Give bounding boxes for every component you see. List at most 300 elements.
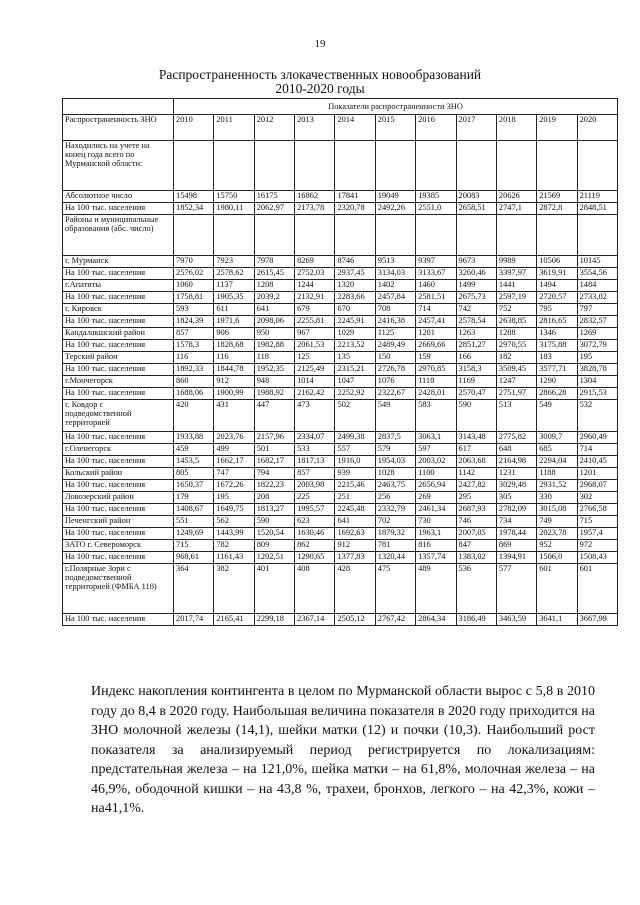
table-cell: 2320,78 [335, 203, 375, 215]
table-cell [416, 141, 456, 191]
table-cell: 2733,02 [577, 292, 618, 304]
table-cell: 302 [577, 492, 618, 504]
table-cell: 685 [537, 444, 577, 456]
table-cell: 1900,99 [214, 388, 254, 400]
table-cell: 125 [295, 352, 335, 364]
table-cell: 1188 [537, 468, 577, 480]
table-cell: 473 [295, 400, 335, 432]
table-cell: 734 [496, 516, 536, 528]
table-cell: 714 [577, 444, 618, 456]
table-row [63, 328, 618, 340]
table-row [63, 340, 618, 352]
table-cell: 2638,85 [496, 316, 536, 328]
table-cell: 1408,67 [174, 504, 214, 516]
table-cell: 16175 [254, 191, 294, 203]
table-row [63, 376, 618, 388]
table-cell: 3063,1 [416, 432, 456, 444]
table-cell: 577 [496, 564, 536, 614]
row-label: На 100 тыс. населения [63, 614, 174, 626]
table-cell: 118 [254, 352, 294, 364]
table-cell: 21569 [537, 191, 577, 203]
table-cell [214, 215, 254, 256]
table-cell: 3072,79 [577, 340, 618, 352]
row-label: Терский район [63, 352, 174, 364]
table-cell: 1290,65 [295, 552, 335, 564]
table-cell: 2597,19 [496, 292, 536, 304]
row-label: г. Ковдор с подведомственной территорией [63, 400, 174, 432]
table-cell: 1905,35 [214, 292, 254, 304]
table-row [63, 292, 618, 304]
table-cell: 1952,35 [254, 364, 294, 376]
row-label: На 100 тыс. населения [63, 364, 174, 376]
table-cell: 1963,1 [416, 528, 456, 540]
table-cell: 1269 [577, 328, 618, 340]
table-cell: 2003,98 [295, 480, 335, 492]
table-cell [537, 141, 577, 191]
table-cell: 2334,07 [295, 432, 335, 444]
table-cell: 1916,0 [335, 456, 375, 468]
table-cell: 2061,53 [295, 340, 335, 352]
table-cell: 533 [295, 444, 335, 456]
table-cell: 195 [577, 352, 618, 364]
table-cell: 1494 [537, 280, 577, 292]
table-cell: 183 [537, 352, 577, 364]
table-cell [375, 141, 415, 191]
table-cell: 382 [214, 564, 254, 614]
table-cell: 2578,62 [214, 268, 254, 280]
table-cell: 2463,75 [375, 480, 415, 492]
table-cell: 256 [375, 492, 415, 504]
table-cell: 1202,51 [254, 552, 294, 564]
table-cell: 648 [496, 444, 536, 456]
table-cell: 135 [335, 352, 375, 364]
prevalence-table-body [63, 99, 618, 626]
table-empty-corner [63, 99, 174, 115]
table-cell: 3175,88 [537, 340, 577, 352]
table-cell: 641 [254, 304, 294, 316]
table-cell: 447 [254, 400, 294, 432]
table-cell: 2581,51 [416, 292, 456, 304]
table-cell: 948 [254, 376, 294, 388]
table-cell: 742 [456, 304, 496, 316]
row-label: Абсолютное число [63, 191, 174, 203]
table-cell: 2832,57 [577, 316, 618, 328]
table-cell: 9513 [375, 256, 415, 268]
table-cell: 1813,27 [254, 504, 294, 516]
table-cell: 401 [254, 564, 294, 614]
table-cell: 2252,92 [335, 388, 375, 400]
table-cell: 1453,5 [174, 456, 214, 468]
table-cell: 2752,03 [295, 268, 335, 280]
table-cell: 408 [295, 564, 335, 614]
table-cell: 16862 [295, 191, 335, 203]
table-cell: 3186,49 [456, 614, 496, 626]
table-cell: 2775,82 [496, 432, 536, 444]
table-cell: 2499,38 [335, 432, 375, 444]
table-cell: 2767,42 [375, 614, 415, 626]
table-cell: 794 [254, 468, 294, 480]
table-cell: 782 [214, 540, 254, 552]
table-cell [295, 141, 335, 191]
table-cell: 2017,74 [174, 614, 214, 626]
table-cell: 8746 [335, 256, 375, 268]
table-cell: 8269 [295, 256, 335, 268]
table-cell: 499 [214, 444, 254, 456]
table-cell [456, 141, 496, 191]
table-cell: 21119 [577, 191, 618, 203]
table-cell: 2283,66 [335, 292, 375, 304]
table-cell: 1100 [416, 468, 456, 480]
table-cell: 593 [174, 304, 214, 316]
table-cell: 2837,5 [375, 432, 415, 444]
table-cell: 623 [295, 516, 335, 528]
table-cell [456, 215, 496, 256]
table-cell: 2039,2 [254, 292, 294, 304]
table-cell [416, 215, 456, 256]
table-cell: 950 [254, 328, 294, 340]
table-cell: 857 [174, 328, 214, 340]
row-label: На 100 тыс. населения [63, 552, 174, 564]
table-cell: 2063,68 [456, 456, 496, 468]
row-label: На 100 тыс. населения [63, 456, 174, 468]
table-cell: 1828,68 [214, 340, 254, 352]
table-cell: 2461,34 [416, 504, 456, 516]
table-cell: 912 [214, 376, 254, 388]
table-cell [174, 215, 214, 256]
table-row [63, 280, 618, 292]
row-label: г. Кировск [63, 304, 174, 316]
table-row [63, 352, 618, 364]
table-cell: 10506 [537, 256, 577, 268]
table-cell: 1060 [174, 280, 214, 292]
table-cell: 2062,97 [254, 203, 294, 215]
table-cell: 1076 [375, 376, 415, 388]
table-cell: 2720,57 [537, 292, 577, 304]
table-cell: 601 [577, 564, 618, 614]
table-cell: 551 [174, 516, 214, 528]
table-cell: 1520,54 [254, 528, 294, 540]
table-cell: 1508,43 [577, 552, 618, 564]
table-cell: 816 [416, 540, 456, 552]
row-label: На 100 тыс. населения [63, 316, 174, 328]
table-cell: 2315,21 [335, 364, 375, 376]
table-cell: 10145 [577, 256, 618, 268]
table-cell: 2299,18 [254, 614, 294, 626]
table-cell: 869 [496, 540, 536, 552]
table-cell: 1460 [416, 280, 456, 292]
table-cell: 579 [375, 444, 415, 456]
table-cell: 590 [456, 400, 496, 432]
table-cell: 305 [496, 492, 536, 504]
table-cell: 805 [174, 468, 214, 480]
table-cell: 611 [214, 304, 254, 316]
table-cell [496, 141, 536, 191]
table-cell: 3397,97 [496, 268, 536, 280]
table-cell: 1443,99 [214, 528, 254, 540]
table-cell: 1247 [496, 376, 536, 388]
table-cell: 2457,41 [416, 316, 456, 328]
table-cell: 2322,67 [375, 388, 415, 400]
table-cell: 1208 [254, 280, 294, 292]
table-cell: 2615,45 [254, 268, 294, 280]
table-row [63, 552, 618, 564]
table-cell: 1201 [416, 328, 456, 340]
table-cell: 15750 [214, 191, 254, 203]
table-row [63, 468, 618, 480]
table-cell: 2132,91 [295, 292, 335, 304]
table-cell: 116 [174, 352, 214, 364]
table-cell: 1014 [295, 376, 335, 388]
table-cell: 3509,45 [496, 364, 536, 376]
table-cell: 2656,94 [416, 480, 456, 492]
table-row [63, 444, 618, 456]
table-cell: 3143,48 [456, 432, 496, 444]
table-cell: 1978,44 [496, 528, 536, 540]
table-cell [174, 141, 214, 191]
table-cell: 1578,3 [174, 340, 214, 352]
table-cell: 1758,81 [174, 292, 214, 304]
table-cell: 1118 [416, 376, 456, 388]
table-cell: 459 [174, 444, 214, 456]
row-label: г. Мурманск [63, 256, 174, 268]
table-cell: 532 [577, 400, 618, 432]
table-cell: 1290 [537, 376, 577, 388]
table-cell: 3667,99 [577, 614, 618, 626]
prevalence-table [62, 98, 618, 626]
table-cell: 562 [214, 516, 254, 528]
table-cell: 7970 [174, 256, 214, 268]
table-cell: 2007,05 [456, 528, 496, 540]
year-header-cell: 2013 [295, 115, 335, 141]
table-title-line1: Распространенность злокачественных новообразований [158, 67, 482, 82]
table-cell: 2937,45 [335, 268, 375, 280]
table-cell: 2215,46 [335, 480, 375, 492]
table-cell: 2970,85 [416, 364, 456, 376]
table-cell: 19049 [375, 191, 415, 203]
table-cell: 2165,41 [214, 614, 254, 626]
table-cell: 3577,71 [537, 364, 577, 376]
table-row [63, 480, 618, 492]
table-row [63, 256, 618, 268]
table-cell: 251 [335, 492, 375, 504]
table-cell: 2164,98 [496, 456, 536, 468]
row-label: На 100 тыс. населения [63, 432, 174, 444]
table-row [63, 316, 618, 328]
table-cell: 1682,17 [254, 456, 294, 468]
table-cell: 1933,88 [174, 432, 214, 444]
table-cell: 1692,63 [335, 528, 375, 540]
table-cell: 2505,12 [335, 614, 375, 626]
table-cell: 747 [214, 468, 254, 480]
table-cell: 2294,04 [537, 456, 577, 468]
table-cell: 2551,0 [416, 203, 456, 215]
table-cell: 2816,65 [537, 316, 577, 328]
table-cell: 2669,66 [416, 340, 456, 352]
year-header-cell: 2010 [174, 115, 214, 141]
table-cell: 15498 [174, 191, 214, 203]
year-header-cell: 2017 [456, 115, 496, 141]
table-cell: 3260,46 [456, 268, 496, 280]
table-cell: 549 [375, 400, 415, 432]
table-cell: 952 [537, 540, 577, 552]
table-cell [335, 141, 375, 191]
table-cell: 617 [456, 444, 496, 456]
table-cell: 7923 [214, 256, 254, 268]
table-cell: 208 [254, 492, 294, 504]
table-cell: 3619,91 [537, 268, 577, 280]
table-cell: 2457,84 [375, 292, 415, 304]
table-cell: 2851,27 [456, 340, 496, 352]
table-cell: 749 [537, 516, 577, 528]
table-cell: 912 [335, 540, 375, 552]
table-cell: 1506,0 [537, 552, 577, 564]
table-row [63, 540, 618, 552]
table-cell: 1662,17 [214, 456, 254, 468]
table-cell: 1499 [456, 280, 496, 292]
table-cell: 182 [496, 352, 536, 364]
year-header-cell: 2018 [496, 115, 536, 141]
row-label: На 100 тыс. населения [63, 388, 174, 400]
summary-paragraph: Индекс накопления контингента в целом по Мурманской области вырос с 5,8 в 2010 году до 8,4 в 2020 году. Наибольшая величина показателя в 2020 году приходится на ЗНО молочной железы (14,1), шейки матки (12) и почки (10,3). Наибольший рост показателя за анализируемый период регистрируется по локализациям: предстательная железа – на 121,0%, шейка матки – на 61,8%, молочная железа – на 46,9%, ободочной кишки – на 43,8 %, трахеи, бронхов, легкого – на 42,3%, кожи – на41,1%. [91, 684, 595, 816]
table-row [63, 492, 618, 504]
table-cell: 2747,1 [496, 203, 536, 215]
table-cell: 116 [214, 352, 254, 364]
table-cell: 2658,51 [456, 203, 496, 215]
table-cell: 330 [537, 492, 577, 504]
table-cell: 20626 [496, 191, 536, 203]
row-label: Кандалакшский район [63, 328, 174, 340]
table-cell: 195 [214, 492, 254, 504]
table-cell: 159 [416, 352, 456, 364]
table-cell: 781 [375, 540, 415, 552]
table-cell: 2245,91 [335, 316, 375, 328]
table-cell: 1137 [214, 280, 254, 292]
table-cell: 2766,58 [577, 504, 618, 516]
table-cell: 2848,51 [577, 203, 618, 215]
table-cell [577, 215, 618, 256]
table-cell: 2125,49 [295, 364, 335, 376]
year-header-cell: 2011 [214, 115, 254, 141]
table-cell: 1995,57 [295, 504, 335, 516]
table-cell: 9673 [456, 256, 496, 268]
table-cell: 1201 [577, 468, 618, 480]
row-label: На 100 тыс. населения [63, 480, 174, 492]
table-cell: 862 [295, 540, 335, 552]
table-cell: 20083 [456, 191, 496, 203]
table-cell: 1377,83 [335, 552, 375, 564]
table-group-header-row [63, 99, 618, 115]
table-cell: 475 [375, 564, 415, 614]
table-cell: 1688,06 [174, 388, 214, 400]
row-label: ЗАТО г. Североморск [63, 540, 174, 552]
table-cell: 501 [254, 444, 294, 456]
table-row [63, 388, 618, 400]
table-row [63, 516, 618, 528]
year-header-cell: 2014 [335, 115, 375, 141]
table-row [63, 304, 618, 316]
table-cell: 3554,56 [577, 268, 618, 280]
table-cell: 2416,38 [375, 316, 415, 328]
row-label: г.Апатиты [63, 280, 174, 292]
table-cell: 2915,53 [577, 388, 618, 400]
table-cell: 1402 [375, 280, 415, 292]
row-label: На 100 тыс. населения [63, 268, 174, 280]
year-header-cell: 2019 [537, 115, 577, 141]
table-cell: 166 [456, 352, 496, 364]
table-cell: 19385 [416, 191, 456, 203]
table-cell: 2872,8 [537, 203, 577, 215]
table-cell: 2782,09 [496, 504, 536, 516]
table-cell: 1892,33 [174, 364, 214, 376]
table-cell: 2427,82 [456, 480, 496, 492]
row-label: На 100 тыс. населения [63, 340, 174, 352]
table-cell: 2003,02 [416, 456, 456, 468]
table-cell: 549 [537, 400, 577, 432]
table-cell: 702 [375, 516, 415, 528]
table-cell: 1304 [577, 376, 618, 388]
table-cell: 502 [335, 400, 375, 432]
table-cell: 1957,4 [577, 528, 618, 540]
year-header-cell: 2012 [254, 115, 294, 141]
table-cell: 597 [416, 444, 456, 456]
table-cell: 1852,34 [174, 203, 214, 215]
table-cell: 1824,39 [174, 316, 214, 328]
table-cell: 1822,23 [254, 480, 294, 492]
table-cell: 3641,1 [537, 614, 577, 626]
row-label: Кольский район [63, 468, 174, 480]
table-cell: 1988,92 [254, 388, 294, 400]
table-cell: 1441 [496, 280, 536, 292]
table-cell: 2687,93 [456, 504, 496, 516]
table-cell: 857 [295, 468, 335, 480]
row-label: Находились на учете на конец года всего по Мурманской области: [63, 141, 174, 191]
row-label: Печенгский район [63, 516, 174, 528]
table-cell: 860 [174, 376, 214, 388]
corner-header: Распространенность ЗНО [63, 115, 174, 141]
row-label: г.Оленегорск [63, 444, 174, 456]
table-cell: 1649,75 [214, 504, 254, 516]
table-cell: 590 [254, 516, 294, 528]
table-cell: 847 [456, 540, 496, 552]
table-cell: 2332,79 [375, 504, 415, 516]
row-label: Ловозерский район [63, 492, 174, 504]
row-label: г.Мончегорск [63, 376, 174, 388]
table-cell: 1954,03 [375, 456, 415, 468]
table-cell [375, 215, 415, 256]
table-cell: 2245,48 [335, 504, 375, 516]
table-cell: 1244 [295, 280, 335, 292]
table-cell: 9989 [496, 256, 536, 268]
table-cell: 583 [416, 400, 456, 432]
table-cell [214, 141, 254, 191]
table-cell: 746 [456, 516, 496, 528]
table-cell: 1028 [375, 468, 415, 480]
table-cell: 269 [416, 492, 456, 504]
table-cell: 2162,42 [295, 388, 335, 400]
table-cell: 2864,34 [416, 614, 456, 626]
table-cell: 1161,43 [214, 552, 254, 564]
table-row [63, 191, 618, 203]
table-cell [496, 215, 536, 256]
table-cell: 1971,6 [214, 316, 254, 328]
table-cell: 3029,48 [496, 480, 536, 492]
table-cell: 2410,45 [577, 456, 618, 468]
table-cell: 1169 [456, 376, 496, 388]
table-row [63, 564, 618, 614]
table-cell: 2726,78 [375, 364, 415, 376]
table-cell [577, 141, 618, 191]
table-cell: 2492,26 [375, 203, 415, 215]
